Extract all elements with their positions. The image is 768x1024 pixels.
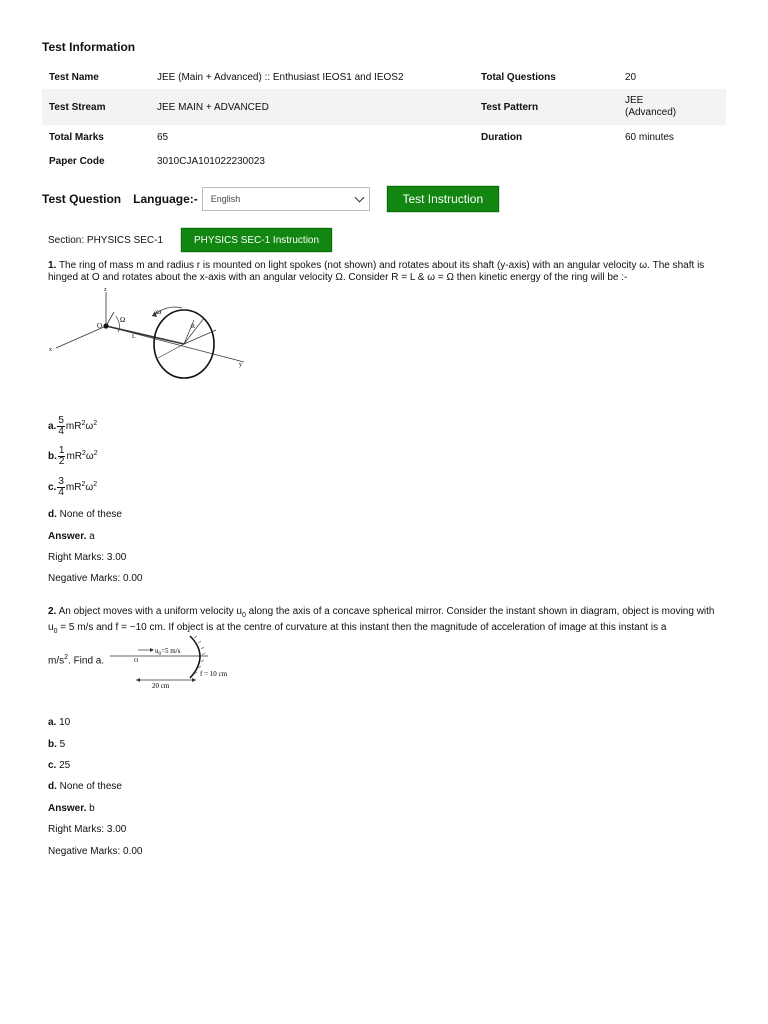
question-body: An object moves with a uniform velocity u (58, 606, 242, 617)
label-focal-length: f = 10 cm (200, 670, 228, 678)
answer-label: Answer. (48, 803, 87, 814)
concave-mirror (190, 636, 200, 678)
section-label: Section: PHYSICS SEC-1 (48, 234, 164, 246)
info-row (42, 149, 726, 173)
question-2-line2 (48, 654, 104, 666)
info-value: 65 (157, 131, 169, 143)
option-letter: d. (48, 509, 57, 520)
label-u (155, 647, 181, 657)
answer-label: Answer. (48, 531, 87, 542)
label-u-value: =5 m/s (161, 647, 181, 655)
info-value (618, 149, 726, 173)
option-b (48, 739, 65, 750)
test-instruction-button[interactable]: Test Instruction (387, 186, 499, 212)
question-1-text (48, 260, 723, 284)
option-b (48, 446, 98, 467)
info-value: 20 (625, 71, 637, 83)
option-text: None of these (59, 509, 122, 520)
option-a (48, 416, 97, 437)
info-value: JEE MAIN + ADVANCED (150, 89, 474, 125)
info-label: Test Name (49, 71, 99, 83)
option-text: 10 (59, 717, 71, 728)
negative-marks: Negative Marks: 0.00 (48, 573, 143, 584)
option-letter: b. (48, 739, 57, 750)
unit-exponent: 2 (64, 654, 69, 661)
fraction (58, 446, 66, 467)
info-label: Duration (481, 131, 523, 143)
question-body: The ring of mass m and radius r is mounted on light spokes (not shown) and rotates about its shaft (y-axis) with an angular velocity ω. The shaft is hinged at O and rotates about the x-axis with an angular velocity Ω. Consider R = L & ω = Ω then kinetic energy of the ring will be :- (48, 260, 705, 283)
answer-value: a (89, 531, 95, 542)
language-label: Language:- (133, 192, 198, 206)
info-label: Total Questions (481, 71, 556, 83)
option-letter: b. (48, 451, 57, 463)
language-select[interactable] (202, 187, 370, 211)
mirror-diagram (108, 634, 248, 692)
info-label: Test Pattern (474, 89, 618, 125)
label-r: R (191, 324, 196, 330)
question-number: 2. (48, 606, 57, 617)
exponent: 2 (93, 419, 98, 427)
expression: mR (65, 421, 82, 433)
label-omega: ω (156, 307, 162, 316)
fraction-numerator: 3 (58, 476, 64, 487)
info-value (618, 89, 726, 125)
fraction (57, 477, 65, 498)
expression: mR (65, 482, 82, 494)
right-marks: Right Marks: 3.00 (48, 552, 127, 563)
fraction-numerator: 1 (58, 445, 65, 456)
hinge-point (103, 323, 108, 328)
question-number: 1. (48, 260, 57, 271)
fraction-denominator: 4 (58, 426, 64, 437)
distance-arrowhead-left (136, 678, 140, 682)
test-question-label: Test Question (42, 192, 122, 206)
exponent: 2 (93, 449, 98, 457)
omega-symbol: ω (85, 421, 94, 433)
option-d (48, 509, 122, 520)
exponent: 2 (81, 480, 86, 488)
option-text: 25 (59, 760, 71, 771)
subscript: 0 (53, 628, 58, 635)
option-letter: d. (48, 781, 57, 792)
info-label: Test Stream (42, 89, 150, 125)
subscript: 0 (242, 612, 246, 619)
label-o: O (134, 658, 139, 664)
option-letter: c. (48, 482, 57, 494)
test-info-table (42, 65, 726, 173)
answer-line (48, 803, 95, 814)
label-u-symbol: u (155, 647, 159, 655)
option-c (48, 477, 97, 498)
omega-symbol: ω (85, 482, 94, 494)
section-instruction-button[interactable]: PHYSICS SEC-1 Instruction (181, 228, 332, 252)
option-text: None of these (59, 781, 122, 792)
info-row (42, 65, 726, 89)
test-information-heading: Test Information (42, 40, 136, 54)
distance-arrowhead-right (192, 678, 196, 682)
option-a (48, 717, 70, 728)
option-letter: c. (48, 760, 57, 771)
negative-marks: Negative Marks: 0.00 (48, 846, 143, 857)
option-letter: a. (48, 717, 57, 728)
unit-suffix: . Find a. (68, 655, 105, 667)
fraction (57, 416, 65, 437)
answer-value: b (89, 803, 95, 814)
info-row (42, 125, 726, 149)
fraction-denominator: 4 (58, 487, 64, 498)
test-pattern-value: JEE (Advanced) (625, 95, 677, 118)
label-distance: 20 cm (152, 682, 170, 690)
info-value: JEE (Main + Advanced) :: Enthusiast IEOS1 and IEOS2 (157, 71, 404, 83)
exponent: 2 (81, 419, 86, 427)
option-letter: a. (48, 421, 57, 433)
fraction-denominator: 2 (58, 456, 65, 467)
exponent: 2 (82, 449, 86, 457)
language-row (42, 186, 499, 212)
info-value: 60 minutes (625, 131, 674, 143)
label-u-subscript: 0 (158, 652, 161, 657)
info-label: Paper Code (49, 155, 105, 167)
info-label: Total Marks (49, 131, 104, 143)
label-o: O (97, 322, 103, 330)
info-row (42, 89, 726, 125)
velocity-arrowhead (150, 648, 154, 652)
exponent: 2 (93, 480, 98, 488)
fraction-numerator: 5 (58, 415, 64, 426)
label-omega-cap: Ω (120, 316, 126, 324)
omega-symbol: ω (85, 451, 94, 463)
label-z: z (104, 287, 107, 293)
expression: mR (66, 451, 83, 463)
question-body: along the axis of a concave spherical mirror. Consider the instant shown in diagram, object is moving with u (48, 606, 715, 633)
option-text: 5 (59, 739, 66, 750)
question-body: = 5 m/s and f = −10 cm. If object is at the centre of curvature at this instant then the magnitude of acceleration of image at this instant is a (57, 622, 667, 633)
ring-diagram (44, 286, 244, 390)
section-row (48, 229, 332, 251)
right-marks: Right Marks: 3.00 (48, 824, 127, 835)
language-selected-value: English (210, 194, 241, 204)
unit-prefix: m/s (48, 655, 65, 667)
label-y: y (239, 362, 242, 368)
answer-line (48, 531, 95, 542)
option-c (48, 760, 70, 771)
info-value: 3010CJA101022230023 (157, 155, 265, 167)
label-l: L (132, 334, 136, 340)
label-x: x (49, 347, 52, 353)
info-label (474, 149, 618, 173)
option-d (48, 781, 122, 792)
chevron-down-icon (354, 192, 364, 202)
